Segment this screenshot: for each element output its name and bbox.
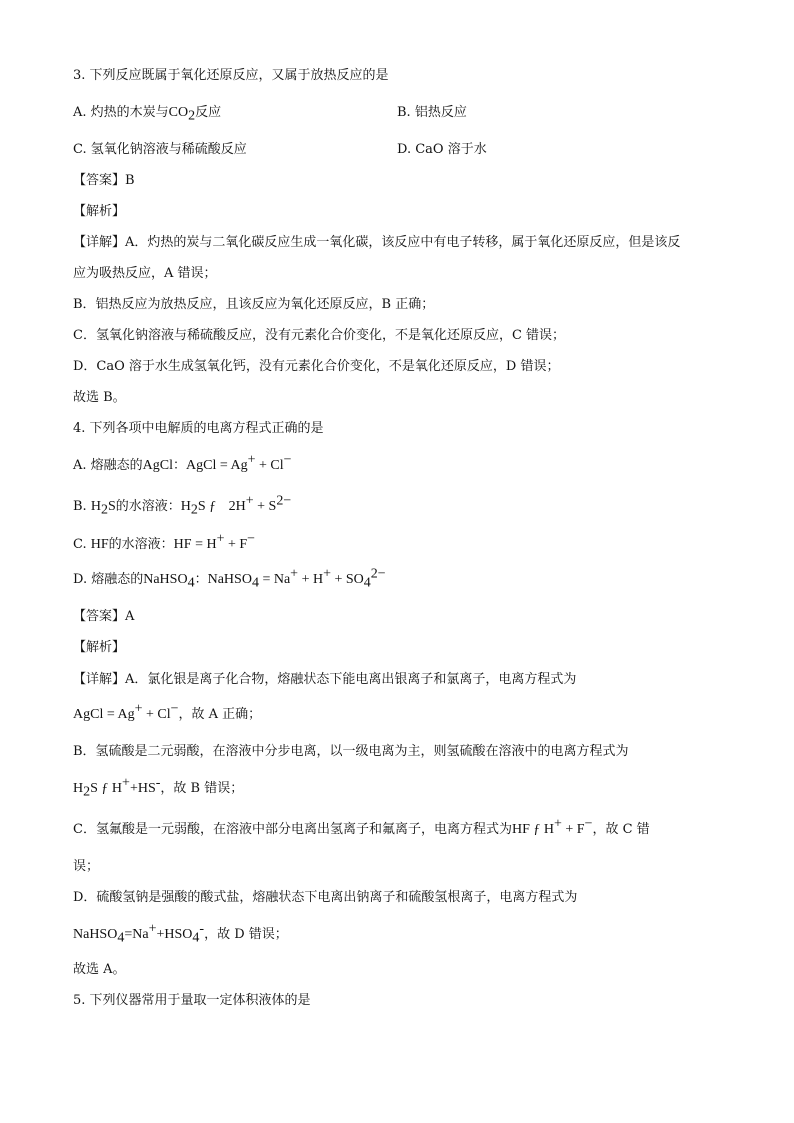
q4-analysis-label: 【解析】 — [73, 640, 126, 655]
q3-conclusion: 故选 B。 — [73, 390, 126, 405]
q4-answer: 【答案】A — [73, 609, 135, 624]
q3-option-c: C. 氢氧化钠溶液与稀硫酸反应 — [73, 142, 247, 157]
q3-option-a: A. 灼热的木炭与$CO_2$反应 — [73, 105, 222, 124]
q4-detail-a-equation: AgCl = Ag+ + Cl−，故 A 正确； — [73, 701, 262, 722]
q4-option-c: C. HF的水溶液：HF = H+ + F− — [73, 531, 256, 552]
q4-stem: 4. 下列各项中电解质的电离方程式正确的是 — [73, 421, 324, 436]
q4-detail-c-line2: 误； — [73, 859, 100, 874]
q3-option-d: D. CaO 溶于水 — [397, 142, 487, 157]
q4-option-d: D. 熔融态的NaHSO$_4$：NaHSO$_4$ = $Na^+ + H^+ + SO_4^{2-}$ — [73, 566, 386, 591]
q3-answer: 【答案】B — [73, 173, 135, 188]
q4-detail-a: 【详解】A．氯化银是离子化合物，熔融状态下能电离出银离子和氯离子，电离方程式为 — [73, 672, 577, 687]
q4-detail-d: D．硫酸氢钠是强酸的酸式盐，熔融状态下电离出钠离子和硫酸氢根离子，电离方程式为 — [73, 890, 578, 905]
q3-detail-b: B．铝热反应为放热反应，且该反应为氧化还原反应，B 正确； — [73, 297, 435, 312]
q3-detail-d: D．CaO 溶于水生成氢氧化钙，没有元素化合价变化，不是氧化还原反应，D 错误； — [73, 359, 560, 374]
q3-option-b: B. 铝热反应 — [397, 105, 467, 120]
q4-option-b: B. $H_2S$的水溶液：$H_2S$ ƒ $2H^+ + S^{2-}$ — [73, 493, 292, 518]
q3-detail-c: C．氢氧化钠溶液与稀硫酸反应，没有元素化合价变化，不是氧化还原反应，C 错误； — [73, 328, 566, 343]
q4-detail-c: C．氢氟酸是一元弱酸，在溶液中部分电离出氢离子和氟离子，电离方程式为HF ƒ H+ + F−，故 C 错 — [73, 816, 650, 837]
q4-conclusion: 故选 A。 — [73, 962, 126, 977]
q4-detail-d-equation: $NaHSO_4=Na^++HSO_4^-$，故 D 错误； — [73, 921, 288, 946]
q4-detail-b-equation: $H_2S$ ƒ H++HS-，故 B 错误； — [73, 775, 244, 800]
q4-option-a: A. 熔融态的AgCl：AgCl = Ag+ + Cl− — [73, 452, 292, 473]
q3-detail-a-line2: 应为吸热反应，A 错误； — [73, 266, 217, 281]
q5-stem: 5. 下列仪器常用于量取一定体积液体的是 — [73, 993, 311, 1008]
q4-detail-b: B．氢硫酸是二元弱酸，在溶液中分步电离，以一级电离为主，则氢硫酸在溶液中的电离方程式为 — [73, 744, 629, 759]
q3-stem: 3. 下列反应既属于氧化还原反应，又属于放热反应的是 — [73, 68, 389, 83]
q3-detail-a-line1: 【详解】A．灼热的炭与二氧化碳反应生成一氧化碳，该反应中有电子转移，属于氧化还原反应，但是该反 — [73, 235, 681, 250]
q3-analysis-label: 【解析】 — [73, 204, 126, 219]
